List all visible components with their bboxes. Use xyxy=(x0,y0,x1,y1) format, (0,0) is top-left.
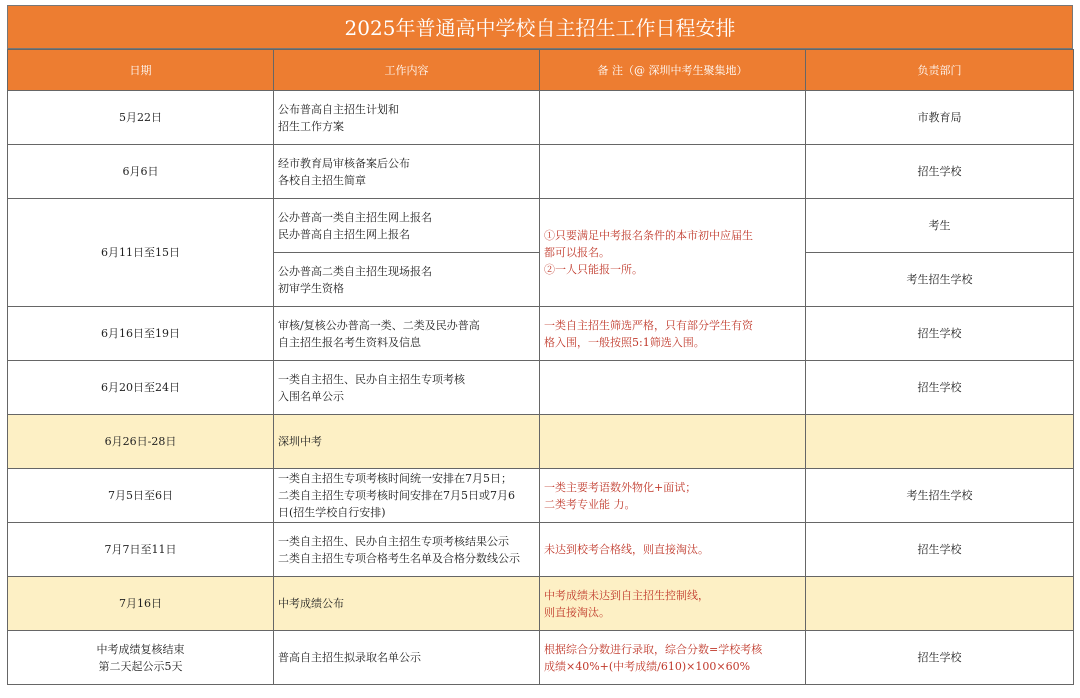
row-dept: 考生招生学校 xyxy=(806,253,1074,307)
row-note xyxy=(540,145,806,199)
content-line: 一类自主招生、民办自主招生专项考核结果公示 xyxy=(278,534,509,548)
table-row xyxy=(8,145,1074,199)
row-note xyxy=(540,415,806,469)
content-line: 日(招生学校自行安排) xyxy=(278,506,386,519)
note-line: 则直接淘汰。 xyxy=(544,605,610,619)
content-line: 自主招生报名考生资料及信息 xyxy=(278,335,421,349)
table-row-highlight xyxy=(8,577,1074,631)
row-dept: 招生学校 xyxy=(806,523,1074,577)
row-content xyxy=(274,253,540,307)
row-content xyxy=(274,307,540,361)
row-dept xyxy=(806,415,1074,469)
row-note xyxy=(540,307,806,361)
row-content xyxy=(274,415,540,469)
content-line: 二类自主招生专项合格考生名单及合格分数线公示 xyxy=(278,551,520,565)
row-note xyxy=(540,469,806,523)
note-line: 一类主要考语数外物化+面试； xyxy=(544,480,697,494)
table-row xyxy=(8,469,1074,523)
note-line: 一类自主招生筛选严格，只有部分学生有资 xyxy=(544,318,753,332)
row-note xyxy=(540,91,806,145)
header-content: 工作内容 xyxy=(274,50,540,91)
row-content xyxy=(274,361,540,415)
row-content xyxy=(274,469,540,523)
row-dept: 市教育局 xyxy=(806,91,1074,145)
row-date: 6月6日 xyxy=(8,145,274,199)
row-content xyxy=(274,145,540,199)
row-dept: 招生学校 xyxy=(806,631,1074,685)
row-dept: 招生学校 xyxy=(806,361,1074,415)
row-date: 7月16日 xyxy=(8,577,274,631)
content-line: 民办普高自主招生网上报名 xyxy=(278,227,410,241)
content-line: 公办普高一类自主招生网上报名 xyxy=(278,210,432,224)
note-line: ①只要满足中考报名条件的本市初中应届生 xyxy=(544,229,753,242)
note-line: 未达到校考合格线，则直接淘汰。 xyxy=(544,543,709,556)
content-line: 一类自主招生、民办自主招生专项考核 xyxy=(278,372,465,386)
table-row xyxy=(8,523,1074,577)
row-note xyxy=(540,523,806,577)
row-date: 6月11日至15日 xyxy=(8,199,274,307)
row-note xyxy=(540,361,806,415)
schedule-table xyxy=(7,49,1074,685)
content-line: 公办普高二类自主招生现场报名 xyxy=(278,264,432,278)
row-content xyxy=(274,631,540,685)
content-line: 审核/复核公办普高一类、二类及民办普高 xyxy=(278,318,480,332)
content-line: 入围名单公示 xyxy=(278,389,344,403)
content-line: 中考成绩公布 xyxy=(278,597,344,610)
header-dept: 负责部门 xyxy=(806,50,1074,91)
note-line: 中考成绩未达到自主招生控制线， xyxy=(544,588,709,602)
row-date xyxy=(8,631,274,685)
table-row xyxy=(8,91,1074,145)
note-line: 根据综合分数进行录取，综合分数=学校考核 xyxy=(544,642,763,656)
row-date: 6月16日至19日 xyxy=(8,307,274,361)
row-note xyxy=(540,631,806,685)
note-line: 二类考专业能 力。 xyxy=(544,497,636,511)
content-line: 经市教育局审核备案后公布 xyxy=(278,156,410,170)
content-line: 各校自主招生简章 xyxy=(278,173,366,187)
row-dept: 考生 xyxy=(806,199,1074,253)
row-note xyxy=(540,577,806,631)
row-date: 7月5日至6日 xyxy=(8,469,274,523)
date-line: 第二天起公示5天 xyxy=(98,659,183,673)
row-date: 6月20日至24日 xyxy=(8,361,274,415)
table-row xyxy=(8,199,1074,253)
schedule-sheet xyxy=(7,5,1073,685)
row-content xyxy=(274,91,540,145)
row-content xyxy=(274,523,540,577)
table-row xyxy=(8,631,1074,685)
content-line: 一类自主招生专项考核时间统一安排在7月5日； xyxy=(278,472,512,485)
table-row-highlight xyxy=(8,415,1074,469)
content-line: 招生工作方案 xyxy=(278,119,344,133)
row-content xyxy=(274,577,540,631)
content-line: 普高自主招生拟录取名单公示 xyxy=(278,651,421,664)
header-row xyxy=(8,50,1074,91)
header-note: 备 注（@ 深圳中考生聚集地） xyxy=(540,50,806,91)
content-line: 深圳中考 xyxy=(278,435,322,448)
row-date: 5月22日 xyxy=(8,91,274,145)
row-dept xyxy=(806,577,1074,631)
note-line: 都可以报名。 xyxy=(544,246,610,259)
row-content xyxy=(274,199,540,253)
content-line: 二类自主招生专项考核时间安排在7月5日或7月6 xyxy=(278,489,515,502)
table-row xyxy=(8,307,1074,361)
note-line: 格入围，一般按照5:1筛选入围。 xyxy=(544,335,705,349)
row-dept: 考生招生学校 xyxy=(806,469,1074,523)
row-date: 7月7日至11日 xyxy=(8,523,274,577)
date-line: 中考成绩复核结束 xyxy=(96,642,185,656)
row-note xyxy=(540,199,806,307)
row-date: 6月26日-28日 xyxy=(8,415,274,469)
sheet-title: 2025年普通高中学校自主招生工作日程安排 xyxy=(7,5,1073,49)
note-line: 成绩×40%+(中考成绩/610)×100×60% xyxy=(544,659,751,673)
row-dept: 招生学校 xyxy=(806,145,1074,199)
row-dept: 招生学校 xyxy=(806,307,1074,361)
table-row xyxy=(8,361,1074,415)
header-date: 日期 xyxy=(8,50,274,91)
note-line: ②一人只能报一所。 xyxy=(544,263,643,276)
content-line: 初审学生资格 xyxy=(278,281,344,295)
content-line: 公布普高自主招生计划和 xyxy=(278,102,399,116)
